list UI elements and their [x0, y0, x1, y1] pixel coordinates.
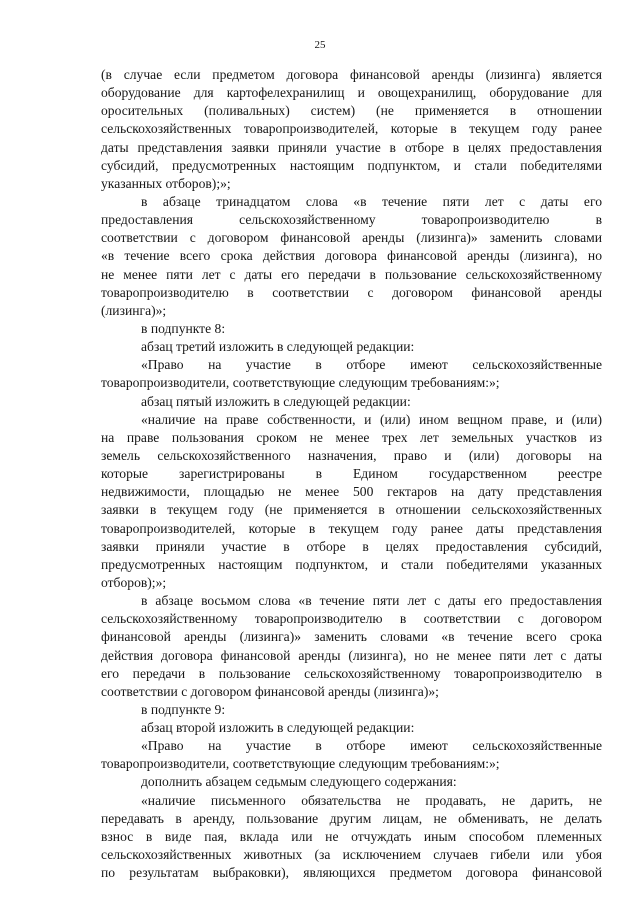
text-line: соответствии с договором финансовой аренды (лизинга)» заменить словами: [101, 230, 602, 246]
text-line: «наличие на праве собственности, и (или) ином вещном праве, и (или): [141, 411, 602, 427]
text-line: «Право на участие в отборе имеют сельскохозяйственные: [141, 357, 602, 373]
text-line: (лизинга)»;: [101, 302, 167, 318]
text-line: товаропроизводители, соответствующие следующим требованиям:»;: [101, 756, 500, 772]
text-line: «в течение всего срока действия договора финансовой аренды (лизинга), но: [101, 248, 602, 264]
text-line: в подпункте 8:: [141, 320, 226, 336]
text-line: предоставления сельскохозяйственному товаропроизводителю в: [101, 212, 602, 228]
page-number: 25: [314, 39, 326, 51]
text-line: оборудование для картофелехранилищ и овощехранилищ, оборудование для: [101, 85, 602, 101]
text-line: сельскохозяйственному товаропроизводителю в соответствии с договором: [101, 611, 602, 627]
text-line: в абзаце восьмом слова «в течение пяти лет с даты его предоставления: [141, 593, 602, 609]
text-line: абзац пятый изложить в следующей редакции:: [141, 393, 411, 409]
text-line: которые зарегистрированы в Едином государственном реестре: [101, 466, 602, 482]
text-line: действия договора финансовой аренды (лизинга), но не менее пяти лет с даты: [101, 647, 602, 663]
text-line: даты представления заявки приняли участие в отборе в целях предоставления: [101, 139, 602, 155]
text-line: передавать в аренду, пользование другим лицам, не обменивать, не делать: [101, 810, 602, 826]
text-line: сельскохозяйственных товаропроизводителей, которые в текущем году ранее: [101, 121, 602, 137]
text-line: в подпункте 9:: [141, 701, 226, 717]
document-text: [101, 66, 602, 882]
text-line: заявки приняли участие в отборе в целях предоставления субсидий,: [101, 538, 602, 554]
text-line: в абзаце тринадцатом слова «в течение пяти лет с даты его: [141, 193, 602, 209]
text-line: «Право на участие в отборе имеют сельскохозяйственные: [141, 738, 602, 754]
text-line: абзац второй изложить в следующей редакции:: [141, 720, 415, 736]
text-line: предусмотренных настоящим подпунктом, и стали победителями указанных: [101, 556, 602, 572]
text-line: взнос в виде пая, вклада или не отчуждать иным способом племенных: [101, 828, 602, 844]
text-line: заявки в текущем году (не применяется в отношении сельскохозяйственных: [101, 502, 602, 518]
text-line: товаропроизводители, соответствующие следующим требованиям:»;: [101, 375, 500, 391]
text-line: товаропроизводителю в соответствии с договором финансовой аренды: [101, 284, 602, 300]
text-line: соответствии с договором финансовой аренды (лизинга)»;: [101, 683, 439, 699]
text-line: товаропроизводителей, которые в текущем году ранее даты представления: [101, 520, 602, 536]
text-line: сельскохозяйственных животных (за исключением случаев гибели или убоя: [101, 847, 602, 863]
text-line: оросительных (поливальных) систем) (не применяется в отношении: [101, 103, 602, 119]
text-line: не менее пяти лет с даты его передачи в пользование сельскохозяйственному: [101, 266, 602, 282]
text-line: недвижимости, площадью не менее 500 гектаров на дату представления: [101, 484, 602, 500]
text-line: земель сельскохозяйственного назначения, право и (или) договоры на: [101, 447, 602, 463]
text-line: по результатам выбраковки), являющихся предметом договора финансовой: [101, 865, 602, 881]
text-line: абзац третий изложить в следующей редакции:: [141, 339, 415, 355]
text-line: его передачи в пользование сельскохозяйственному товаропроизводителю в: [101, 665, 602, 681]
text-line: на праве пользования сроком не менее трех лет земельных участков из: [101, 429, 602, 445]
text-line: отборов);»;: [101, 574, 167, 590]
text-line: субсидий, предусмотренных настоящим подпунктом, и стали победителями: [101, 157, 602, 173]
text-line: финансовой аренды (лизинга)» заменить словами «в течение всего срока: [101, 629, 602, 645]
text-line: дополнить абзацем седьмым следующего содержания:: [141, 774, 457, 790]
text-line: указанных отборов);»;: [101, 175, 231, 191]
text-line: (в случае если предметом договора финансовой аренды (лизинга) является: [101, 67, 602, 82]
text-line: «наличие письменного обязательства не продавать, не дарить, не: [141, 792, 602, 808]
